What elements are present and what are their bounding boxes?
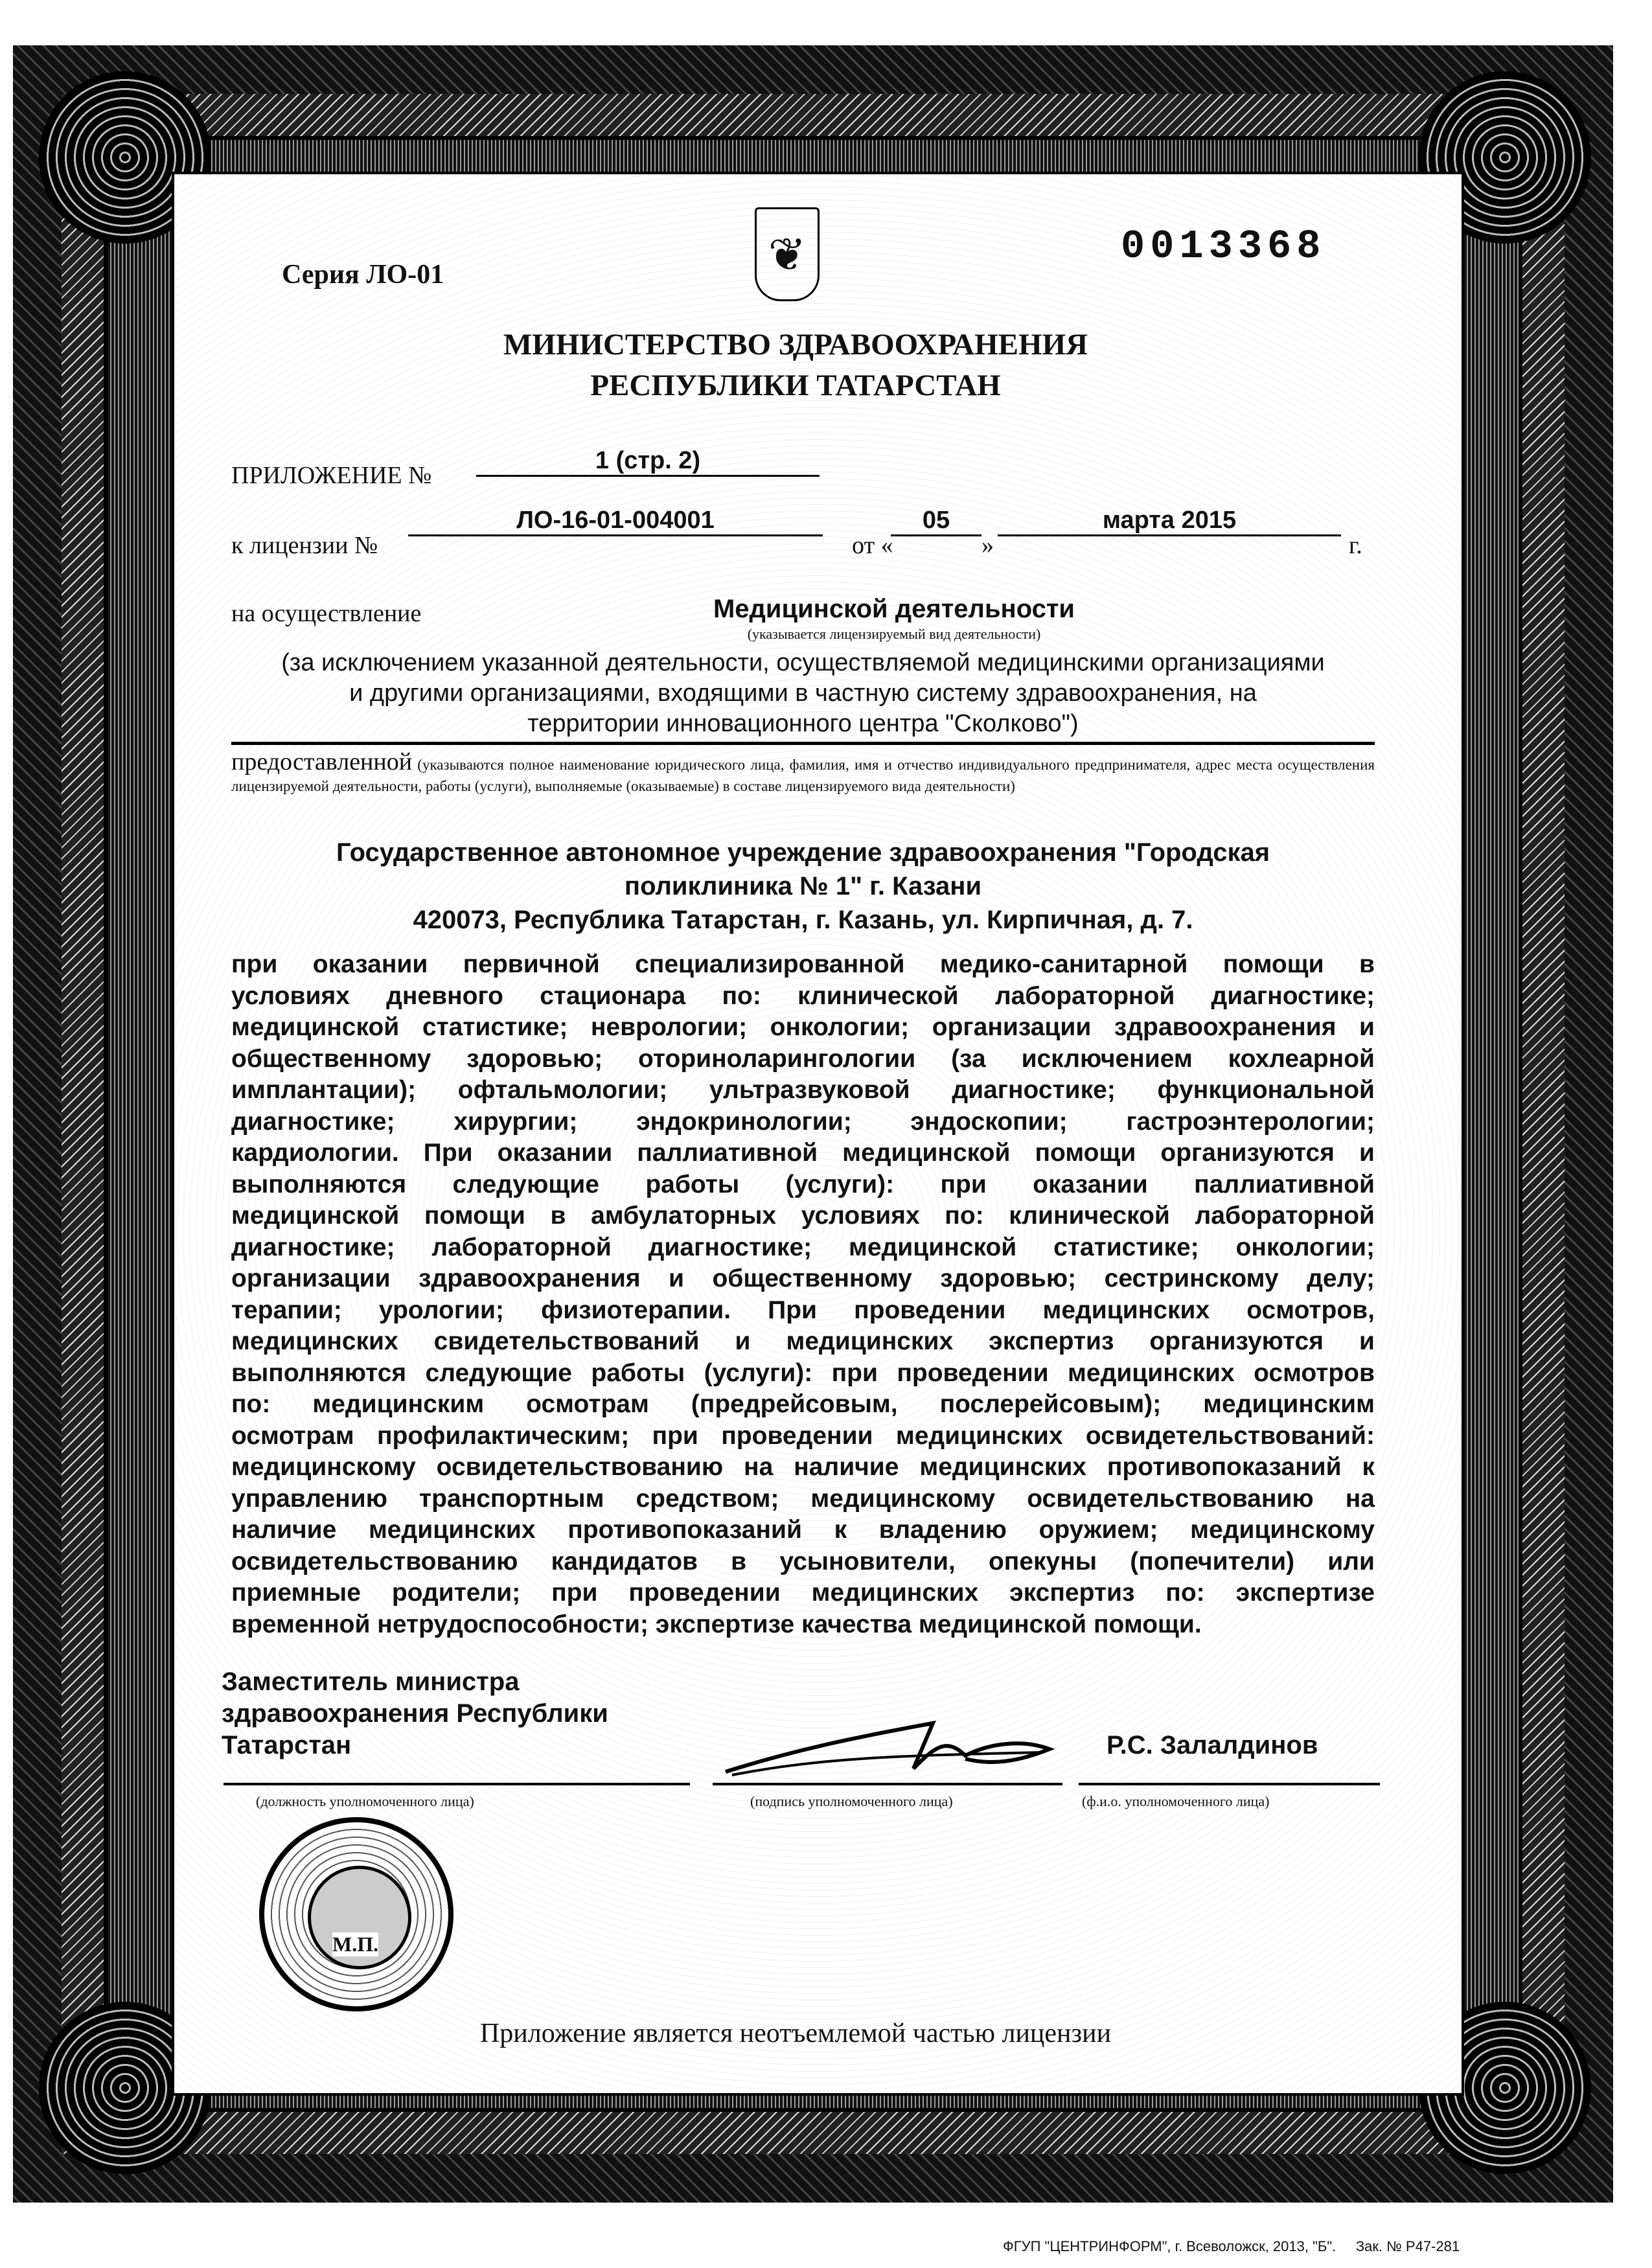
granted-hint: (указываются полное наименование юридического лица, фамилия, имя и отчество индивидуального предпринимателя, адрес места осуществления лицензируемой деятельности, работы (услуги), выполняемые (оказываемые) в составе лицензируемого вида деятельности)	[231, 757, 1375, 794]
signature-hint: (подпись уполномоченного лица)	[750, 1793, 953, 1809]
signatory-name: Р.С. Залалдинов	[1107, 1731, 1318, 1759]
signatory-position: Заместитель министра здравоохранения Республики Татарстан	[222, 1667, 608, 1759]
license-month-year: марта 2015	[998, 507, 1341, 536]
license-from-label: от «	[852, 532, 893, 559]
body-line: медицинских свидетельствований и медицинских экспертиз организуются и	[231, 1327, 1375, 1355]
license-number: ЛО-16-01-004001	[408, 507, 823, 536]
body-line: по: медицинским осмотрам (предрейсовым, послерейсовым); медицинским	[231, 1390, 1375, 1418]
position-hint: (должность уполномоченного лица)	[256, 1793, 474, 1809]
activity-details: (за исключением указанной деятельности, осуществляемой медицинскими организациями и другими организациями, входящими в частную систему здравоохранения, на территории инновационного центра "Сколково")	[281, 649, 1325, 737]
body-line: кардиологии. При оказании паллиативной медицинской помощи организуются и	[231, 1139, 1375, 1167]
footer-note: Приложение является неотъемлемой частью лицензии	[479, 2019, 1112, 2048]
body-line: приемные родители; при проведении медицинских экспертиз по: экспертизе	[231, 1579, 1375, 1607]
body-line: осмотрам профилактическим; при проведении медицинских освидетельствований:	[231, 1421, 1375, 1450]
body-line: терапии; урологии; физиотерапии. При проведении медицинских осмотров,	[231, 1296, 1375, 1324]
activity-hint: (указывается лицензируемый вид деятельности)	[747, 626, 1041, 642]
body-line: медицинскому освидетельствованию на наличие медицинских противопоказаний к	[231, 1453, 1375, 1481]
body-line: наличие медицинских противопоказаний к владению оружием; медицинскому	[231, 1516, 1375, 1544]
appendix-number: 1 (стр. 2)	[476, 447, 820, 477]
divider	[231, 742, 1375, 745]
body-line: диагностике; лабораторной диагностике; медицинской статистике; онкологии;	[231, 1233, 1375, 1261]
appendix-label: ПРИЛОЖЕНИЕ №	[231, 462, 432, 489]
body-line: диагностике; хирургии; эндокринологии; эндоскопии; гастроэнтерологии;	[231, 1107, 1375, 1136]
series-label: Серия ЛО-01	[282, 260, 444, 290]
granted-label: предоставленной	[231, 748, 413, 775]
organization-name: Государственное автономное учреждение здравоохранения "Городская поликлиника № 1" г. Казани 420073, Республика Татарстан, г. Казань, ул. Кирпичная, д. 7.	[336, 838, 1270, 934]
body-line: медицинской статистике; неврологии; онкологии; организации здравоохранения и	[231, 1013, 1375, 1041]
position-line	[224, 1783, 690, 1785]
printer-info: ФГУП "ЦЕНТРИНФОРМ", г. Всеволожск, 2013, "Б". Зак. № Р47-281	[1003, 2238, 1460, 2254]
name-hint: (ф.и.о. уполномоченного лица)	[1082, 1793, 1270, 1809]
license-label: к лицензии №	[231, 532, 378, 559]
body-line: временной нетрудоспособности; экспертизе качества медицинской помощи.	[231, 1610, 1202, 1638]
body-line: медицинской помощи в амбулаторных условиях по: клинической лабораторной	[231, 1202, 1375, 1230]
granted-block	[231, 748, 1375, 797]
activity-label: на осуществление	[231, 600, 422, 627]
handwritten-signature	[719, 1710, 1056, 1781]
license-day: 05	[891, 507, 981, 536]
ministry-title-line2: РЕСПУБЛИКИ ТАТАРСТАН	[590, 369, 1001, 402]
seal-mark: М.П.	[332, 1932, 379, 1956]
body-line: выполняются следующие работы (услуги): при оказании паллиативной	[231, 1170, 1375, 1198]
licensed-services-text	[231, 949, 1375, 1640]
body-line: выполняются следующие работы (услуги): при проведении медицинских осмотров	[231, 1358, 1375, 1387]
body-line: имплантации); офтальмологии; ультразвуковой диагностике; функциональной	[231, 1076, 1375, 1104]
name-line	[1079, 1783, 1380, 1785]
license-from-close: »	[981, 532, 994, 559]
body-line: условиях дневного стационара по: клинической лабораторной диагностике;	[231, 981, 1375, 1010]
coat-of-arms-icon: ❦	[755, 207, 820, 301]
form-number: 0013368	[1121, 223, 1326, 269]
activity-value: Медицинской деятельности	[713, 595, 1075, 623]
body-line: организации здравоохранения и общественному здоровью; сестринскому делу;	[231, 1265, 1375, 1292]
signature-line	[713, 1783, 1062, 1785]
body-line: освидетельствованию кандидатов в усыновители, опекуны (попечители) или	[231, 1547, 1375, 1575]
ministry-title-line1: МИНИСТЕРСТВО ЗДРАВООХРАНЕНИЯ	[503, 328, 1088, 361]
body-line: общественному здоровью; оториноларингологии (за исключением кохлеарной	[231, 1044, 1375, 1073]
license-year-suffix: г.	[1349, 532, 1362, 559]
body-line: при оказании первичной специализированной медико-санитарной помощи в	[231, 950, 1375, 978]
official-seal	[259, 1817, 453, 2011]
body-line: управлению транспортным средством; медицинскому освидетельствованию на	[231, 1484, 1375, 1513]
